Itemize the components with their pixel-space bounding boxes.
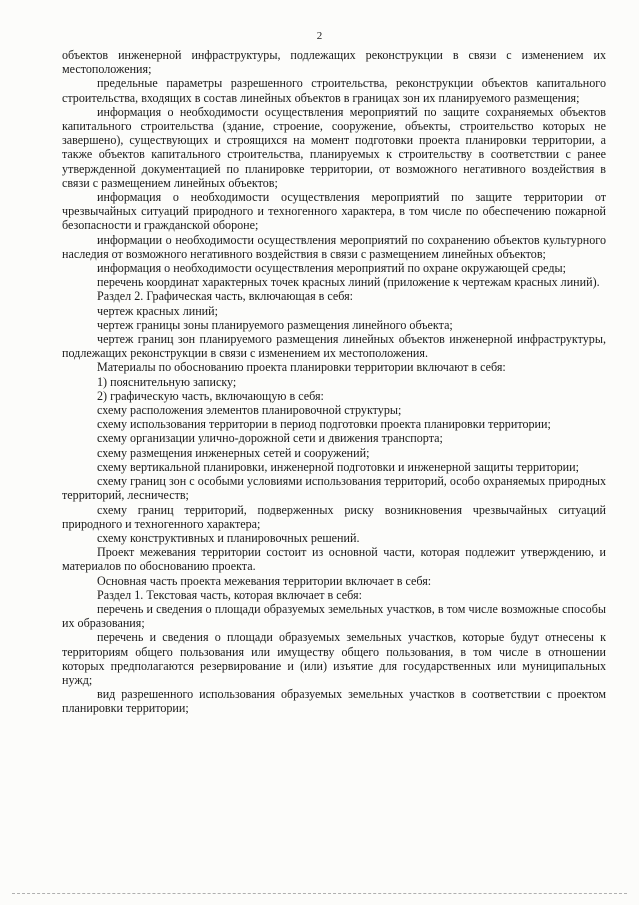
document-body <box>62 48 606 716</box>
paragraph: схему размещения инженерных сетей и сооружений; <box>97 445 370 460</box>
paragraph: схему границ территорий, подверженных риску возникновения чрезвычайных ситуаций природного и техногенного характера; <box>62 502 606 531</box>
paragraph: схему расположения элементов планировочной структуры; <box>97 403 402 418</box>
paragraph: схему конструктивных и планировочных решений. <box>97 530 360 545</box>
paragraph: схему организации улично-дорожной сети и движения транспорта; <box>97 431 443 446</box>
page-bottom-border <box>12 893 627 894</box>
page-number: 2 <box>316 30 323 42</box>
paragraph: информация о необходимости осуществления мероприятий по охране окружающей среды; <box>97 261 567 276</box>
paragraph: схему границ зон с особыми условиями использования территорий, особо охраняемых природных территорий, лесничеств; <box>62 474 606 503</box>
paragraph: 2) графическую часть, включающую в себя: <box>97 388 324 403</box>
paragraph: перечень и сведения о площади образуемых земельных участков, которые будут отнесены к территориям общего пользования или имуществу общего пользования, в том числе в отношении которых предполагаются резервирование и (или) изъятие для государственных или муниципальных нужд; <box>62 630 606 687</box>
paragraph: объектов инженерной инфраструктуры, подлежащих реконструкции в связи с изменением их местоположения; <box>62 48 606 77</box>
paragraph: чертеж границ зон планируемого размещения линейных объектов инженерной инфраструктуры, подлежащих реконструкции в связи с изменением их местоположения. <box>62 332 606 361</box>
paragraph: Основная часть проекта межевания территории включает в себя: <box>97 573 432 588</box>
paragraph: перечень и сведения о площади образуемых земельных участков, в том числе возможные способы их образования; <box>62 601 606 631</box>
paragraph: перечень координат характерных точек красных линий (приложение к чертежам красных линий). <box>97 275 600 290</box>
paragraph: информация о необходимости осуществления мероприятий по защите территории от чрезвычайных ситуаций природного и техногенного характера, в том числе по обеспечению пожарной безопасности и гражданской обороне; <box>62 190 606 233</box>
paragraph: информация о необходимости осуществления мероприятий по защите сохраняемых объектов капитального строительства (здание, строение, сооружение, объекты, строительство которых не завершено), существующих и строящихся на момент подготовки проекта планировки территории, а также объектов капитального строительства, планируемых к строительству в соответствии с ранее утвержденной документацией по планировке территории, от возможного негативного воздействия в связи с размещением линейных объектов; <box>62 104 606 190</box>
paragraph: Проект межевания территории состоит из основной части, которая подлежит утверждению, и материалов по обоснованию проекта. <box>62 545 606 574</box>
paragraph: чертеж границы зоны планируемого размещения линейного объекта; <box>97 317 453 332</box>
paragraph: вид разрешенного использования образуемых земельных участков в соответствии с проектом планировки территории; <box>62 687 606 716</box>
paragraph: чертеж красных линий; <box>97 303 218 318</box>
paragraph: информации о необходимости осуществления мероприятий по сохранению объектов культурного наследия от возможного негативного воздействия в связи с размещением линейных объектов; <box>62 232 606 261</box>
paragraph: 1) пояснительную записку; <box>97 374 237 389</box>
paragraph: Раздел 2. Графическая часть, включающая в себя: <box>97 289 354 304</box>
paragraph: Материалы по обоснованию проекта планировки территории включают в себя: <box>97 360 506 375</box>
paragraph: Раздел 1. Текстовая часть, которая включает в себя: <box>97 587 362 602</box>
paragraph: схему вертикальной планировки, инженерной подготовки и инженерной защиты территории; <box>97 459 579 474</box>
paragraph: схему использования территории в период подготовки проекта планировки территории; <box>97 417 551 432</box>
paragraph: предельные параметры разрешенного строительства, реконструкции объектов капитального строительства, входящих в состав линейных объектов в границах зон их планируемого размещения; <box>62 76 606 105</box>
